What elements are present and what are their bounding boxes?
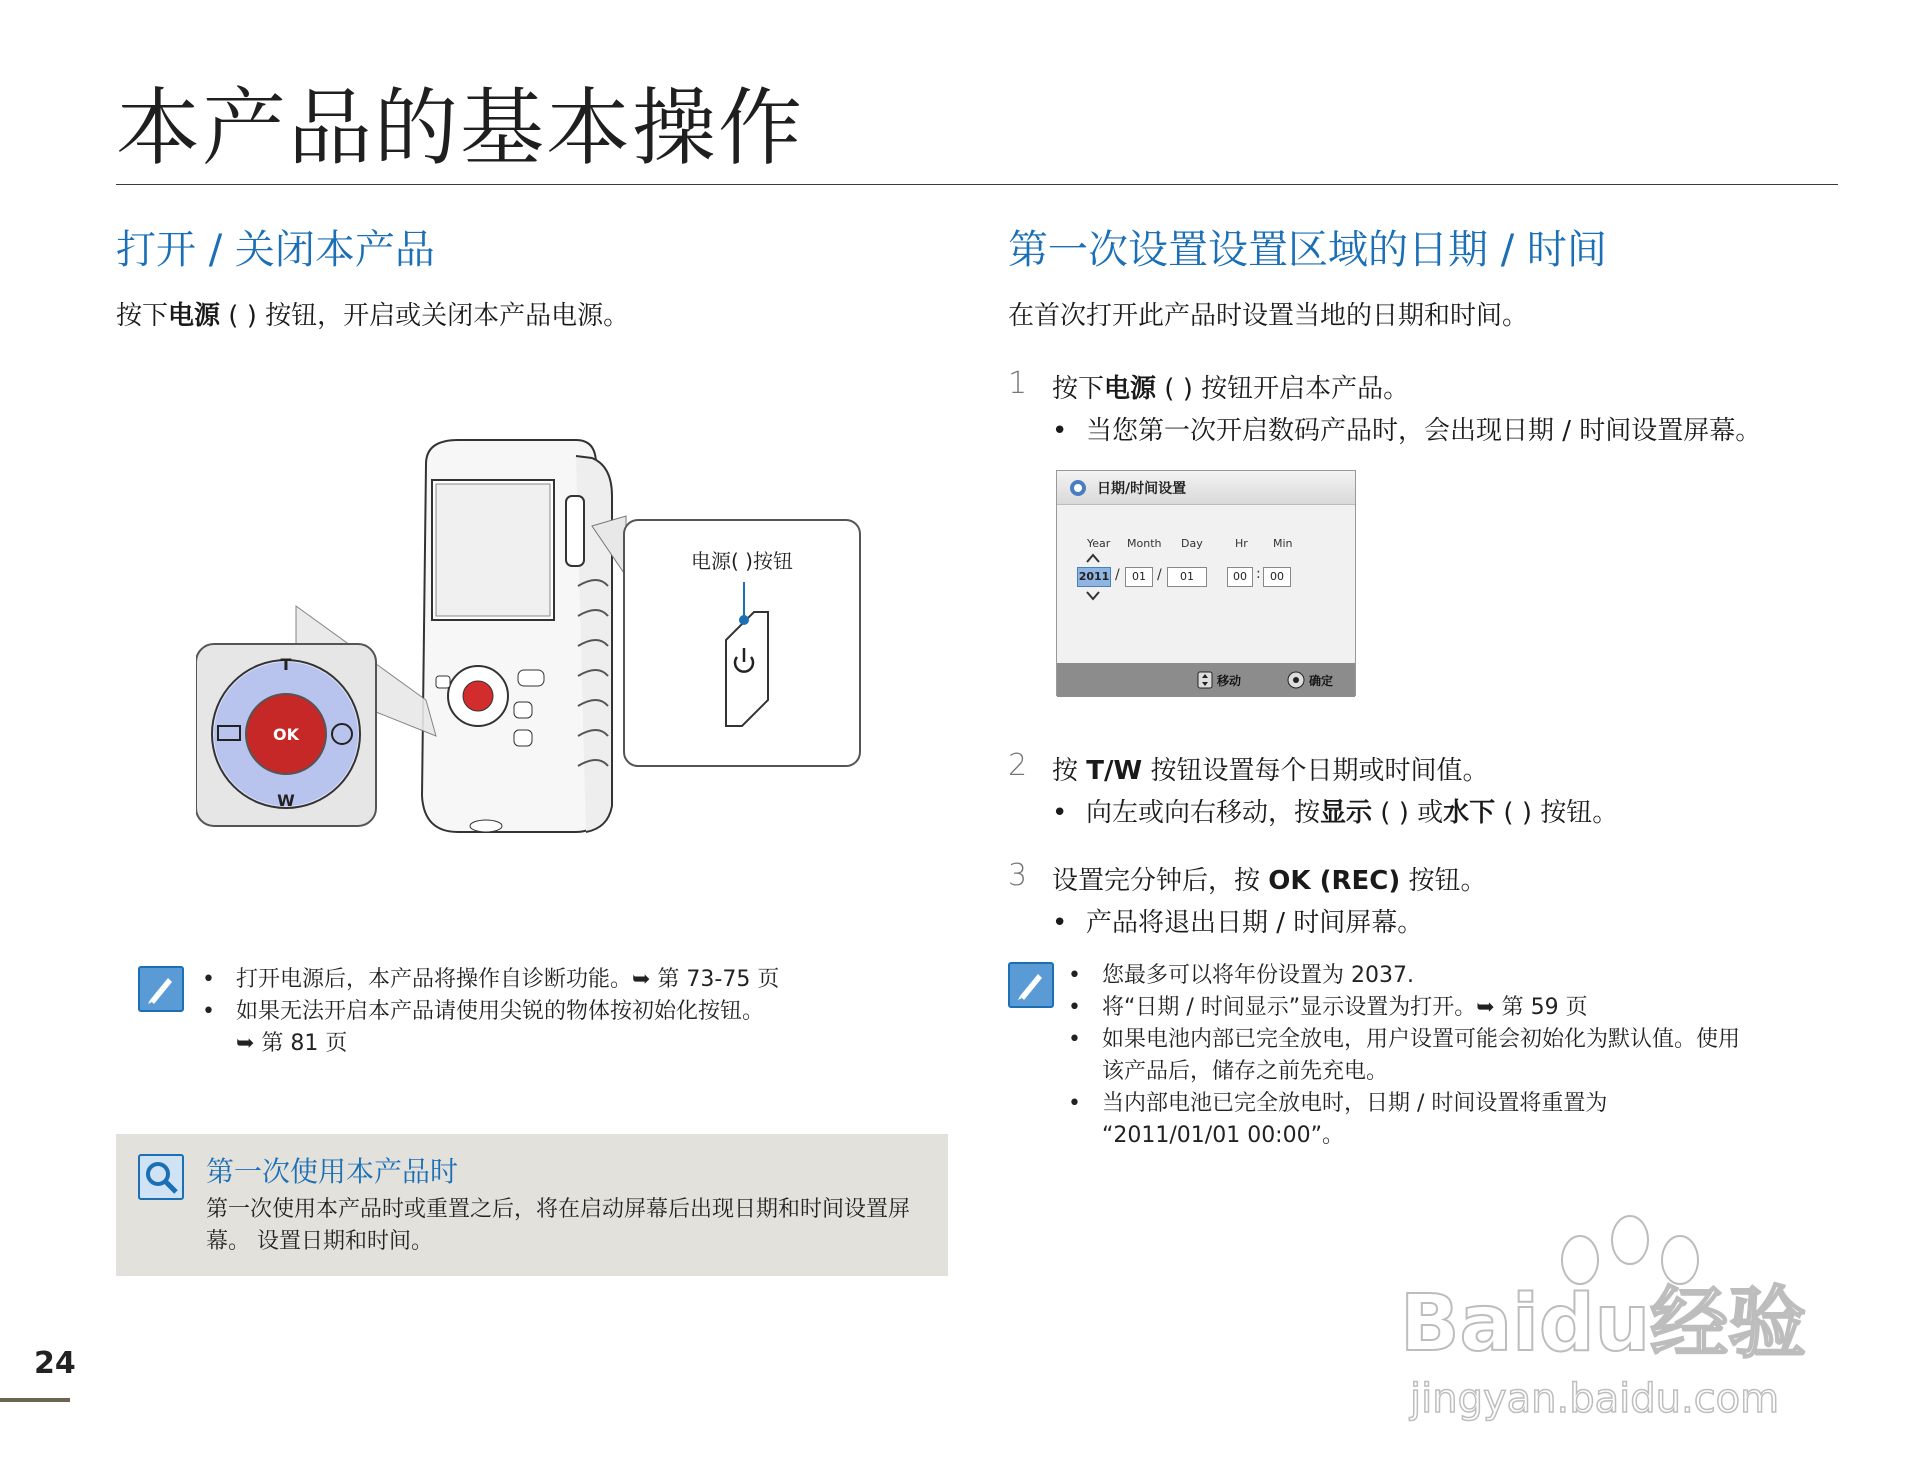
move-icon xyxy=(1197,671,1213,689)
dpad-top-label: T xyxy=(280,655,292,674)
tip-title: 第一次使用本产品时 xyxy=(206,1155,459,1188)
page-number: 24 xyxy=(34,1346,76,1381)
page-number-rule xyxy=(0,1398,70,1402)
title-divider xyxy=(116,184,1838,185)
chevron-up-icon[interactable] xyxy=(1085,553,1101,563)
left-intro-prefix: 按下 xyxy=(116,301,169,331)
left-intro xyxy=(116,300,629,334)
note-icon xyxy=(1008,962,1054,1008)
magnifier-icon xyxy=(138,1154,184,1200)
note-icon xyxy=(138,966,184,1012)
page-title: 本产品的基本操作 xyxy=(116,79,805,177)
right-note-continuation: 该产品后，储存之前先充电。 xyxy=(1102,1059,1389,1084)
settings-gear-icon xyxy=(1067,477,1089,499)
right-note-item: • 将“日期 / 时间显示”显示设置为打开。➥ 第 59 页 xyxy=(1068,995,1588,1020)
month-label: Month xyxy=(1127,537,1162,550)
screen-body xyxy=(1057,505,1355,663)
step-3-bullet: • 产品将退出日期 / 时间屏幕。 xyxy=(1052,908,1424,938)
power-callout-label: 电源( )按钮 xyxy=(691,549,793,573)
right-notes xyxy=(1068,960,1740,1152)
screen-header xyxy=(1057,471,1355,505)
date-separator: / xyxy=(1157,567,1162,583)
hour-label: Hr xyxy=(1235,537,1248,550)
left-section-heading: 打开 / 关闭本产品 xyxy=(116,227,435,273)
baidu-watermark xyxy=(1390,1200,1850,1430)
year-label: Year xyxy=(1087,537,1111,550)
year-field[interactable]: 2011 xyxy=(1077,567,1111,587)
dpad-center-label: OK xyxy=(273,725,299,744)
dpad-bottom-label: W xyxy=(277,791,295,810)
right-note-item: • 当内部电池已完全放电时，日期 / 时间设置将重置为 xyxy=(1068,1091,1608,1116)
camera-illustration xyxy=(196,436,876,836)
right-note-item: • 您最多可以将年份设置为 2037. xyxy=(1068,963,1414,988)
minute-field[interactable]: 00 xyxy=(1263,567,1291,587)
screen-footer xyxy=(1057,663,1355,697)
hour-field[interactable]: 00 xyxy=(1227,567,1253,587)
right-note-item: • 如果电池内部已完全放电，用户设置可能会初始化为默认值。使用 xyxy=(1068,1027,1741,1052)
month-field[interactable]: 01 xyxy=(1125,567,1153,587)
step-2-text: 按 T/W 按钮设置每个日期或时间值。 xyxy=(1052,756,1489,786)
footer-ok-label: 确定 xyxy=(1309,674,1334,688)
day-label: Day xyxy=(1181,537,1203,550)
watermark-brand: Baidu经验 xyxy=(1400,1279,1807,1369)
watermark-url: jingyan.baidu.com xyxy=(1410,1376,1780,1422)
left-intro-suffix: ( ) 按钮，开启或关闭本产品电源。 xyxy=(220,301,630,331)
left-notes xyxy=(202,964,779,1060)
date-separator: / xyxy=(1115,567,1120,583)
step-number: 3 xyxy=(1008,858,1028,893)
left-note-item: • 如果无法开启本产品请使用尖锐的物体按初始化按钮。 xyxy=(202,999,765,1024)
right-section-heading: 第一次设置设置区域的日期 / 时间 xyxy=(1008,227,1607,273)
power-button-callout xyxy=(624,520,860,766)
step-number: 1 xyxy=(1008,366,1028,401)
screen-title: 日期/时间设置 xyxy=(1097,481,1187,497)
chevron-down-icon[interactable] xyxy=(1085,591,1101,601)
left-note-continuation: ➥ 第 81 页 xyxy=(236,1031,348,1056)
left-intro-bold: 电源 xyxy=(168,301,221,331)
footer-move-label: 移动 xyxy=(1217,674,1242,688)
minute-label: Min xyxy=(1273,537,1293,550)
step-3-text: 设置完分钟后，按 OK (REC) 按钮。 xyxy=(1052,866,1487,896)
right-note-continuation: “2011/01/01 00:00”。 xyxy=(1102,1123,1344,1148)
step-number: 2 xyxy=(1008,748,1028,783)
step-2-bullet: • 向左或向右移动，按显示 ( ) 或水下 ( ) 按钮。 xyxy=(1052,798,1619,828)
date-time-screen xyxy=(1056,470,1356,696)
day-field[interactable]: 01 xyxy=(1167,567,1207,587)
camera-body xyxy=(422,440,612,832)
step-1-text: 按下电源 ( ) 按钮开启本产品。 xyxy=(1052,374,1410,404)
time-separator: : xyxy=(1256,566,1261,582)
tip-box xyxy=(116,1134,948,1276)
left-note-item: • 打开电源后，本产品将操作自诊断功能。➥ 第 73-75 页 xyxy=(202,967,780,992)
dpad-zoom xyxy=(196,644,376,826)
ok-icon xyxy=(1287,671,1305,689)
step-1-bullet: • 当您第一次开启数码产品时，会出现日期 / 时间设置屏幕。 xyxy=(1052,416,1762,446)
right-intro: 在首次打开此产品时设置当地的日期和时间。 xyxy=(1008,301,1529,331)
tip-text: 第一次使用本产品时或重置之后，将在启动屏幕后出现日期和时间设置屏幕。 设置日期和时间。 xyxy=(206,1197,911,1254)
